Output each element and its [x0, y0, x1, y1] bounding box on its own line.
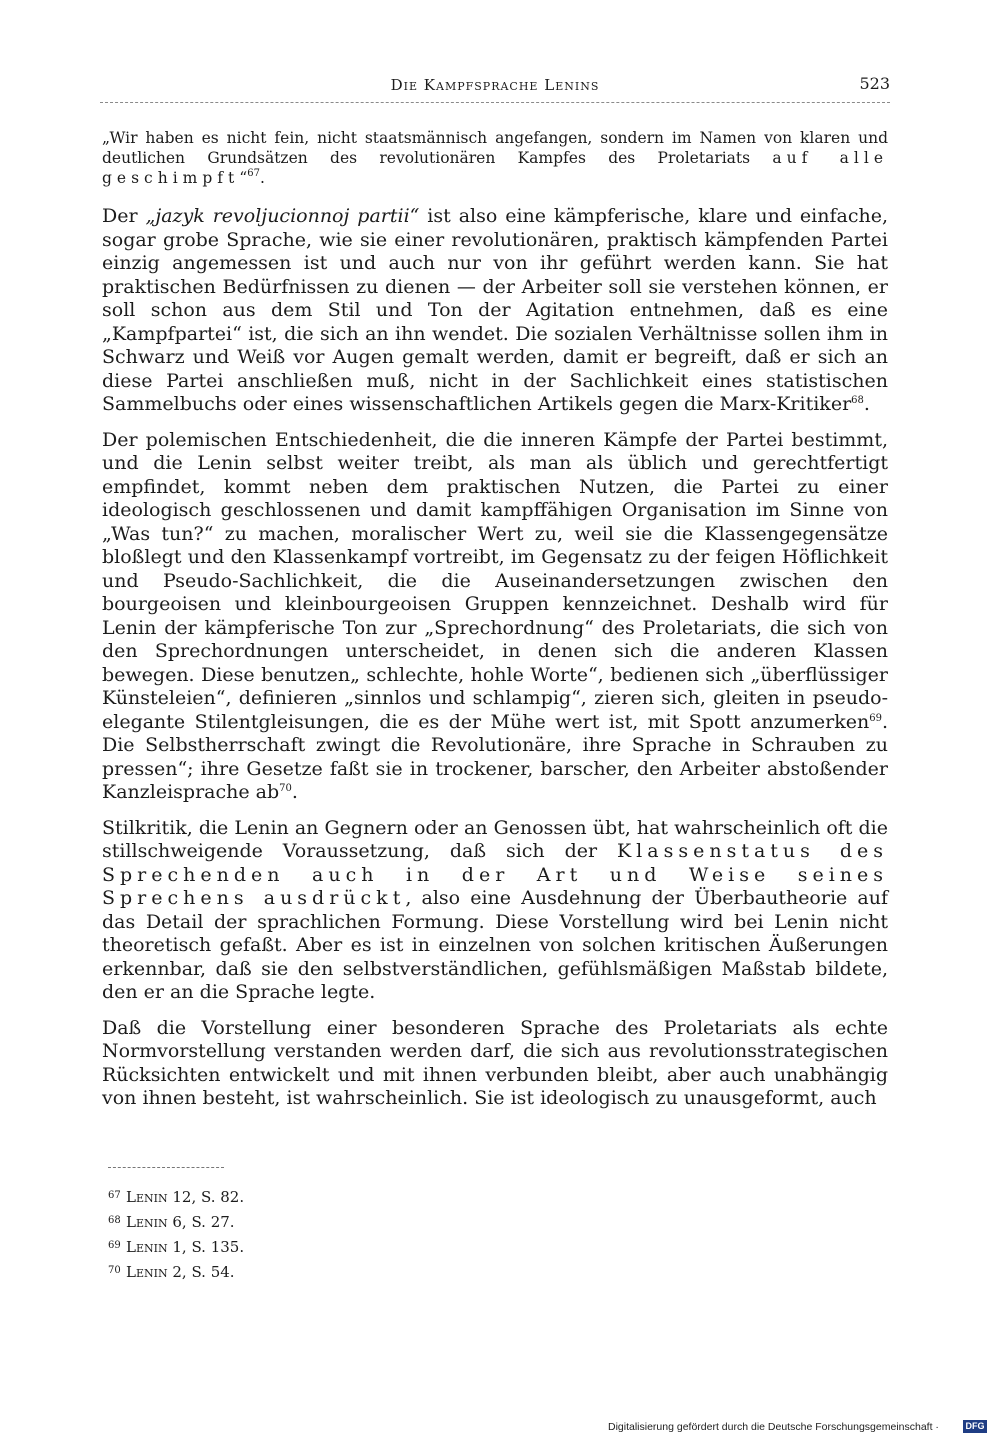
quote-closing: “	[239, 169, 248, 187]
footnote-author: Lenin	[126, 1188, 168, 1206]
dfg-logo: DFG	[963, 1420, 987, 1433]
paragraph-4-text: Daß die Vorstellung einer besonderen Sprache des Proletariats als echte Normvorstellung verstanden werden darf, die sich aus revolutionsstrategischen Rücksichten entwickelt und mit ihnen verbunden bleibt, aber auch unabhängig von ihnen besteht, ist wahrscheinlich. Sie ist ideologisch zu unausgeformt, auch	[102, 1016, 888, 1109]
russian-term: „jazyk revoljucionnoj partii“	[145, 205, 420, 227]
footnote-number: 68	[108, 1215, 121, 1226]
footnote	[108, 1209, 508, 1234]
paragraph-3	[102, 817, 888, 1005]
quote-spaced-text: auf alle geschimpft	[102, 149, 888, 187]
running-header	[100, 74, 890, 103]
footnote	[108, 1184, 508, 1209]
block-quote	[102, 128, 888, 188]
footnote-number: 67	[108, 1190, 121, 1201]
paragraph-2-text-2: . Die Selbstherrschaft zwingt die Revolutionäre, ihre Sprache in Schrauben zu pressen“; ihre Gesetze faßt sie in trockener, barscher, den Arbeiter abstoßender Kanzleisprache ab	[102, 710, 888, 803]
paragraph-1-text: ist also eine kämpferische, klare und einfache, sogar grobe Sprache, wie sie einer revolutionären, praktisch kämpfenden Partei einzig angemessen ist und auch nur von ihr geführt werden kann. Sie hat praktischen Bedürfnissen zu dienen — der Arbeiter soll sie verstehen können, er soll schon aus dem Stil und Ton der Agitation entnehmen, daß es eine „Kampfpartei“ ist, die sich an ihn wendet. Die sozialen Verhältnisse sollen ihm in Schwarz und Weiß vor Augen gemalt werden, damit er begreift, daß er sich an diese Partei anschließen muß, nicht in der Sachlichkeit eines statistischen Sammelbuchs oder eines wissenschaftlichen Artikels gegen die Marx-Kritiker	[102, 205, 888, 415]
footnote-ref-67: 67	[247, 168, 260, 179]
footnote-number: 69	[108, 1240, 121, 1251]
running-title: Die Kampfsprache Lenins	[390, 76, 600, 94]
footnote	[108, 1259, 508, 1284]
body-text	[102, 128, 888, 1123]
footnote-reference: 6, S. 27.	[167, 1213, 235, 1231]
footnotes	[108, 1184, 508, 1284]
footnote-author: Lenin	[126, 1238, 168, 1256]
footnote-reference: 12, S. 82.	[167, 1188, 245, 1206]
footnote-number: 70	[108, 1265, 121, 1276]
footnote	[108, 1234, 508, 1259]
footnote-reference: 2, S. 54.	[167, 1263, 235, 1281]
paragraph-4	[102, 1017, 888, 1111]
footnote-divider	[108, 1167, 224, 1168]
paragraph-3-text: Stilkritik, die Lenin an Gegnern oder an Genossen übt, hat wahrscheinlich oft die stillschweigende Voraussetzung, daß sich der	[102, 816, 888, 862]
footnote-ref-68: 68	[851, 395, 864, 406]
paragraph-3-spaced-text: Klassenstatus des Sprechenden auch in der Art und Weise seines Sprechens ausdrückt	[102, 840, 888, 909]
paragraph-1-end: .	[863, 393, 870, 415]
page-number: 523	[859, 74, 890, 93]
paragraph-3-text-2: , also eine Ausdehnung der Überbautheorie auf das Detail der sprachlichen Formung. Diese Vorstellung wird bei Lenin nicht theoretisch gefaßt. Aber es ist in einzelnen von solchen kritischen Äußerungen erkennbar, daß sie den selbstverständlichen, gefühlsmäßigen Maßstab bildete, den er an die Sprache legte.	[102, 887, 888, 1003]
paragraph-1	[102, 205, 888, 417]
quote-end: .	[259, 169, 265, 187]
paragraph-2	[102, 429, 888, 805]
footnote-reference: 1, S. 135.	[167, 1238, 245, 1256]
footnote-author: Lenin	[126, 1213, 168, 1231]
quote-text: „Wir haben es nicht fein, nicht staatsmännisch angefangen, sondern im Namen von klaren und deutlichen Grundsätzen des revolutionären Kampfes des Proletariats	[102, 129, 888, 167]
footnote-author: Lenin	[126, 1263, 168, 1281]
paragraph-2-end: .	[291, 781, 298, 803]
footnote-ref-70: 70	[279, 783, 292, 794]
paragraph-1-lead: Der	[102, 205, 146, 227]
footnote-ref-69: 69	[869, 712, 882, 724]
funding-note: Digitalisierung gefördert durch die Deutsche Forschungsgemeinschaft ·	[608, 1421, 939, 1433]
paragraph-2-text: Der polemischen Entschiedenheit, die die inneren Kämpfe der Partei bestimmt, und die Lenin selbst weiter treibt, als man als üblich und gerechtfertigt empfindet, kommt neben dem praktischen Nutzen, die Partei zu einer ideologisch geschlossenen und damit kampffähigen Organisation im Sinne von „Was tun?“ zu machen, moralischer Wert zu, weil sie die Klassengegensätze bloßlegt und den Klassenkampf vortreibt, im Gegensatz zu der feigen Höflichkeit und Pseudo-Sachlichkeit, die die Auseinandersetzungen zwischen den bourgeoisen und kleinbourgeoisen Gruppen kennzeichnet. Deshalb wird für Lenin der kämpferische Ton zur „Sprechordnung“ des Proletariats, die sich von den Sprechordnungen unterscheidet, in denen sich die anderen Klassen bewegen. Diese benutzen„ schlechte, hohle Worte“, bedienen sich „überflüssiger Künsteleien“, definieren „sinnlos und schlampig“, zieren sich, gleiten in pseudo-elegante Stilentgleisungen, die es der Mühe wert ist, mit Spott anzumerken	[102, 428, 888, 733]
